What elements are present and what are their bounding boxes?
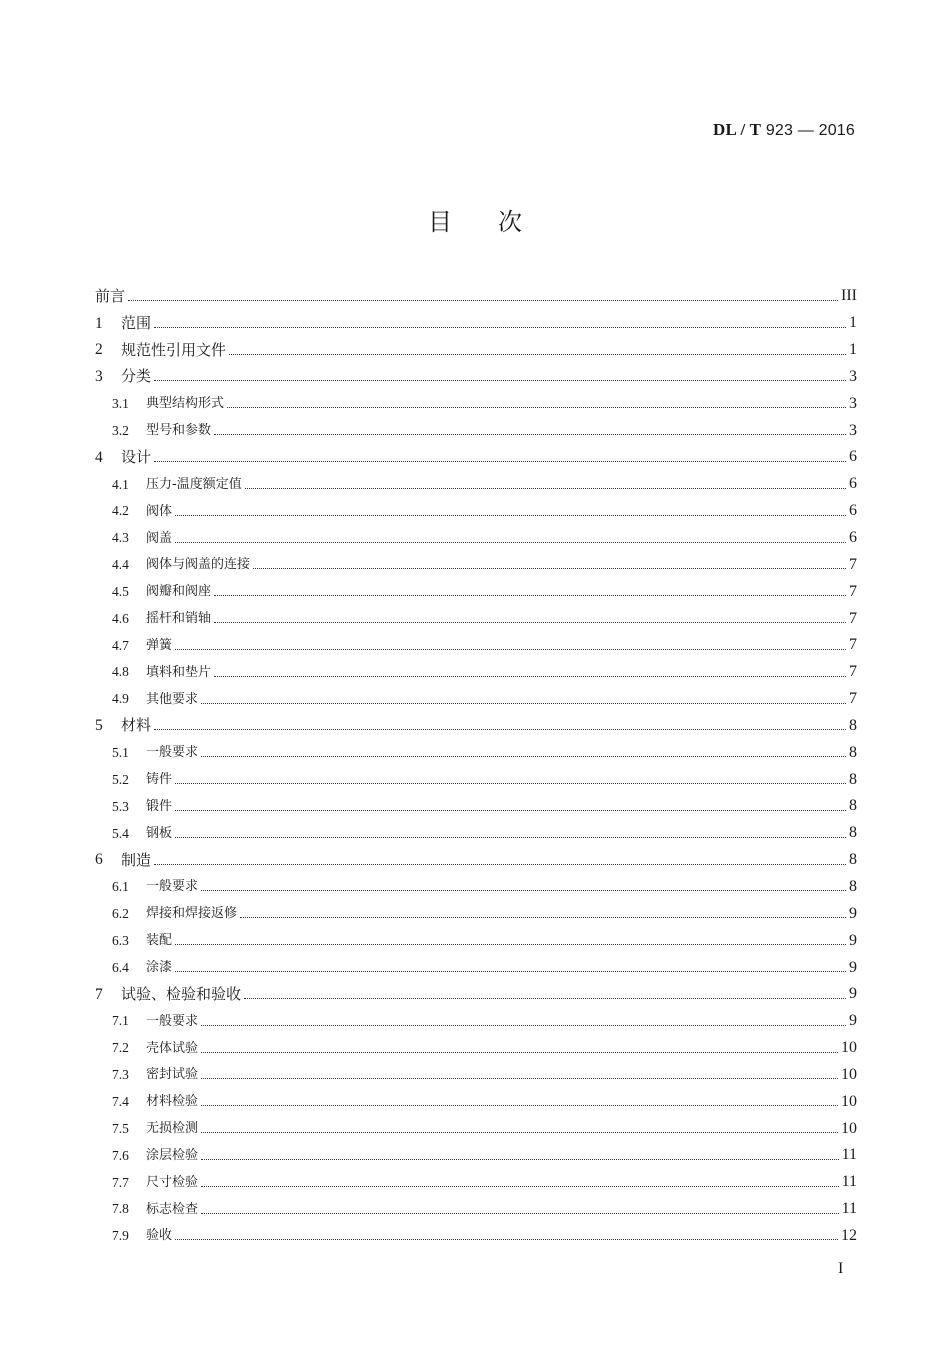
toc-entry-label: 压力-温度额定值: [146, 476, 242, 492]
toc-entry[interactable]: [95, 766, 857, 793]
toc-entry[interactable]: [95, 954, 857, 981]
toc-entry[interactable]: [95, 686, 857, 713]
toc-entry-number: 7.1: [112, 1013, 129, 1029]
toc-entry-page: 1: [849, 341, 857, 359]
toc-entry[interactable]: [95, 900, 857, 927]
toc-entry-page: 10: [841, 1119, 857, 1137]
toc-entry-number: 3.1: [112, 396, 129, 412]
toc-entry-page: 6: [849, 502, 857, 520]
toc-entry-label: 铸件: [146, 772, 173, 788]
toc-entry[interactable]: [95, 713, 857, 740]
toc-entry-page: 9: [849, 985, 857, 1003]
dot-leader: [214, 622, 846, 623]
toc-entry-number: 4.2: [112, 503, 129, 519]
dot-leader: [214, 434, 846, 435]
toc-entry-label: 壳体试验: [146, 1040, 199, 1056]
toc-entry-label: 装配: [146, 933, 173, 949]
toc-entry-page: 8: [849, 716, 857, 734]
toc-entry-number: 3.2: [112, 422, 129, 438]
dot-leader: [175, 944, 846, 945]
toc-entry-page: 6: [849, 448, 857, 466]
toc-entry-label: 一般要求: [146, 1013, 199, 1029]
dot-leader: [201, 1052, 838, 1053]
toc-entry-page: 7: [849, 555, 857, 573]
toc-entry[interactable]: [95, 659, 857, 686]
dot-leader: [201, 1078, 838, 1079]
toc-entry[interactable]: [95, 1142, 857, 1169]
dot-leader: [227, 407, 846, 408]
dot-leader: [201, 1025, 846, 1026]
toc-entry[interactable]: [95, 1061, 857, 1088]
toc-entry-page: 3: [849, 394, 857, 412]
toc-entry-number: 6.4: [112, 959, 129, 975]
toc-entry-label: 验收: [146, 1228, 173, 1244]
toc-entry-page: 7: [849, 663, 857, 681]
toc-entry-page: 9: [849, 958, 857, 976]
toc-entry-page: 7: [849, 636, 857, 654]
toc-entry-number: 5.4: [112, 825, 129, 841]
toc-entry[interactable]: [95, 1035, 857, 1062]
toc-entry-number: 4.8: [112, 664, 129, 680]
toc-entry[interactable]: [95, 337, 857, 364]
toc-entry-page: 11: [841, 1173, 857, 1191]
toc-entry-page: 12: [841, 1226, 857, 1244]
toc-entry[interactable]: [95, 1196, 857, 1223]
toc-entry-label: 其他要求: [146, 691, 199, 707]
toc-entry-label: 材料检验: [146, 1094, 199, 1110]
toc-entry[interactable]: [95, 498, 857, 525]
toc-entry-number: 4.5: [112, 583, 129, 599]
toc-entry[interactable]: [95, 444, 857, 471]
toc-entry-page: 8: [849, 877, 857, 895]
page-title: [0, 202, 950, 237]
toc-entry-label: 试验、检验和验收: [121, 984, 242, 1003]
dot-leader: [201, 1213, 839, 1214]
toc-entry-label: 制造: [121, 850, 152, 869]
toc-entry-page: 11: [841, 1146, 857, 1164]
toc-entry-label: 一般要求: [146, 879, 199, 895]
dot-leader: [175, 837, 846, 838]
toc-entry-page: 8: [849, 824, 857, 842]
toc-entry-page: 10: [841, 1039, 857, 1057]
toc-entry-number: 1: [95, 314, 103, 332]
toc-entry-number: 7.8: [112, 1201, 129, 1217]
toc-entry-page: 7: [849, 582, 857, 600]
toc-entry-page: 7: [849, 690, 857, 708]
toc-entry-page: 9: [849, 931, 857, 949]
toc-entry-label: 规范性引用文件: [121, 340, 227, 359]
toc-entry-page: 6: [849, 529, 857, 547]
dot-leader: [154, 327, 846, 328]
toc-entry-page: 1: [849, 314, 857, 332]
dot-leader: [201, 1186, 839, 1187]
toc-entry[interactable]: [95, 605, 857, 632]
toc-entry-number: 5.3: [112, 798, 129, 814]
toc-entry-label: 焊接和焊接返修: [146, 906, 238, 922]
toc-entry-number: 6.1: [112, 879, 129, 895]
dot-leader: [253, 568, 846, 569]
toc-entry-number: 5.2: [112, 771, 129, 787]
toc-entry-number: 2: [95, 341, 103, 359]
dot-leader: [201, 1105, 838, 1106]
toc-entry[interactable]: [95, 390, 857, 417]
toc-entry[interactable]: [95, 1088, 857, 1115]
standard-code: [713, 120, 855, 140]
dot-leader: [175, 971, 846, 972]
dot-leader: [154, 461, 846, 462]
toc-entry-label: 涂漆: [146, 960, 173, 976]
toc-entry-page: 3: [849, 367, 857, 385]
toc-entry-number: 6: [95, 851, 103, 869]
toc-entry[interactable]: [95, 417, 857, 444]
toc-entry-number: 7.3: [112, 1067, 129, 1083]
toc-entry-number: 4: [95, 448, 103, 466]
standard-code-number: 923 — 2016: [761, 122, 855, 139]
toc-entry-label: 一般要求: [146, 745, 199, 761]
toc-entry-label: 阀盖: [146, 530, 173, 546]
toc-entry-label: 典型结构形式: [146, 396, 225, 412]
toc-entry-page: 6: [849, 475, 857, 493]
toc-entry[interactable]: [95, 847, 857, 874]
toc-entry[interactable]: [95, 551, 857, 578]
toc-entry-label: 阀体与阀盖的连接: [146, 557, 251, 573]
toc-entry-number: 7: [95, 985, 103, 1003]
toc-entry-number: 4.7: [112, 637, 129, 653]
toc-entry-label: 分类: [121, 367, 152, 386]
toc-entry-page: 9: [849, 904, 857, 922]
dot-leader: [175, 542, 846, 543]
toc-entry-label: 密封试验: [146, 1067, 199, 1083]
dot-leader: [229, 354, 846, 355]
title-char-1: 目: [428, 208, 452, 236]
dot-leader: [154, 380, 846, 381]
dot-leader: [154, 729, 846, 730]
toc-entry-number: 7.9: [112, 1228, 129, 1244]
toc-entry[interactable]: [95, 578, 857, 605]
toc-entry[interactable]: [95, 364, 857, 391]
toc-entry-label: 阀瓣和阀座: [146, 584, 212, 600]
toc-entry[interactable]: [95, 820, 857, 847]
dot-leader: [214, 676, 846, 677]
toc-entry-label: 摇杆和销轴: [146, 611, 212, 627]
toc-entry-page: 8: [849, 743, 857, 761]
toc-entry[interactable]: [95, 310, 857, 337]
toc-entry[interactable]: [95, 525, 857, 552]
toc-entry-label: 弹簧: [146, 637, 173, 653]
toc-entry[interactable]: [95, 632, 857, 659]
toc-entry-page: 10: [841, 1065, 857, 1083]
toc-entry-page: 7: [849, 609, 857, 627]
dot-leader: [201, 890, 846, 891]
toc-entry[interactable]: [95, 793, 857, 820]
toc-entry-page: 10: [841, 1092, 857, 1110]
dot-leader: [245, 488, 846, 489]
toc-entry-label: 尺寸检验: [146, 1174, 199, 1190]
dot-leader: [154, 864, 846, 865]
toc-entry-label: 无损检测: [146, 1121, 199, 1137]
dot-leader: [201, 703, 846, 704]
toc-entry-number: 6.3: [112, 932, 129, 948]
toc-entry-number: 7.2: [112, 1040, 129, 1056]
toc-entry-number: 5.1: [112, 745, 129, 761]
toc-entry-label: 阀体: [146, 503, 173, 519]
toc-entry-number: 4.4: [112, 557, 129, 573]
toc-entry[interactable]: [95, 1223, 857, 1250]
dot-leader: [214, 595, 846, 596]
toc-entry-number: 6.2: [112, 906, 129, 922]
toc-entry-page: 3: [849, 421, 857, 439]
toc-entry[interactable]: [95, 471, 857, 498]
dot-leader: [201, 1159, 839, 1160]
dot-leader: [175, 783, 846, 784]
toc-entry[interactable]: [95, 283, 857, 310]
toc-entry-page: 11: [841, 1200, 857, 1218]
toc-entry-number: 7.6: [112, 1147, 129, 1163]
toc-entry-number: 7.7: [112, 1174, 129, 1190]
dot-leader: [201, 756, 846, 757]
toc-entry-number: 4.6: [112, 610, 129, 626]
table-of-contents: [95, 283, 857, 1249]
dot-leader: [128, 300, 838, 301]
toc-entry-label: 范围: [121, 313, 152, 332]
toc-entry-page: 8: [849, 851, 857, 869]
dot-leader: [175, 1239, 838, 1240]
toc-entry-label: 前言: [95, 286, 126, 305]
toc-entry-number: 5: [95, 717, 103, 735]
toc-entry-page: 8: [849, 797, 857, 815]
toc-entry-label: 材料: [121, 716, 152, 735]
toc-entry-number: 4.3: [112, 530, 129, 546]
toc-entry[interactable]: [95, 1115, 857, 1142]
toc-entry-label: 设计: [121, 447, 152, 466]
toc-entry[interactable]: [95, 927, 857, 954]
toc-entry-label: 锻件: [146, 798, 173, 814]
toc-entry[interactable]: [95, 874, 857, 901]
toc-entry-page: III: [841, 287, 857, 305]
title-char-2: 次: [498, 208, 522, 236]
standard-code-prefix: DL / T: [713, 120, 762, 139]
toc-entry-label: 型号和参数: [146, 423, 212, 439]
toc-entry[interactable]: [95, 981, 857, 1008]
toc-entry-number: 4.9: [112, 691, 129, 707]
dot-leader: [175, 515, 846, 516]
dot-leader: [244, 998, 846, 999]
toc-entry-page: 8: [849, 770, 857, 788]
toc-entry[interactable]: [95, 1008, 857, 1035]
toc-entry-label: 标志检查: [146, 1201, 199, 1217]
dot-leader: [175, 649, 846, 650]
toc-entry-label: 钢板: [146, 825, 173, 841]
footer-page-number: I: [838, 1260, 844, 1277]
toc-entry-number: 7.5: [112, 1120, 129, 1136]
toc-entry-number: 3: [95, 368, 103, 386]
dot-leader: [240, 917, 846, 918]
toc-entry-number: 4.1: [112, 476, 129, 492]
toc-entry[interactable]: [95, 739, 857, 766]
dot-leader: [175, 810, 846, 811]
toc-entry-page: 9: [849, 1012, 857, 1030]
dot-leader: [201, 1132, 838, 1133]
toc-entry[interactable]: [95, 1169, 857, 1196]
toc-entry-label: 涂层检验: [146, 1147, 199, 1163]
toc-entry-number: 7.4: [112, 1093, 129, 1109]
toc-entry-label: 填料和垫片: [146, 664, 212, 680]
